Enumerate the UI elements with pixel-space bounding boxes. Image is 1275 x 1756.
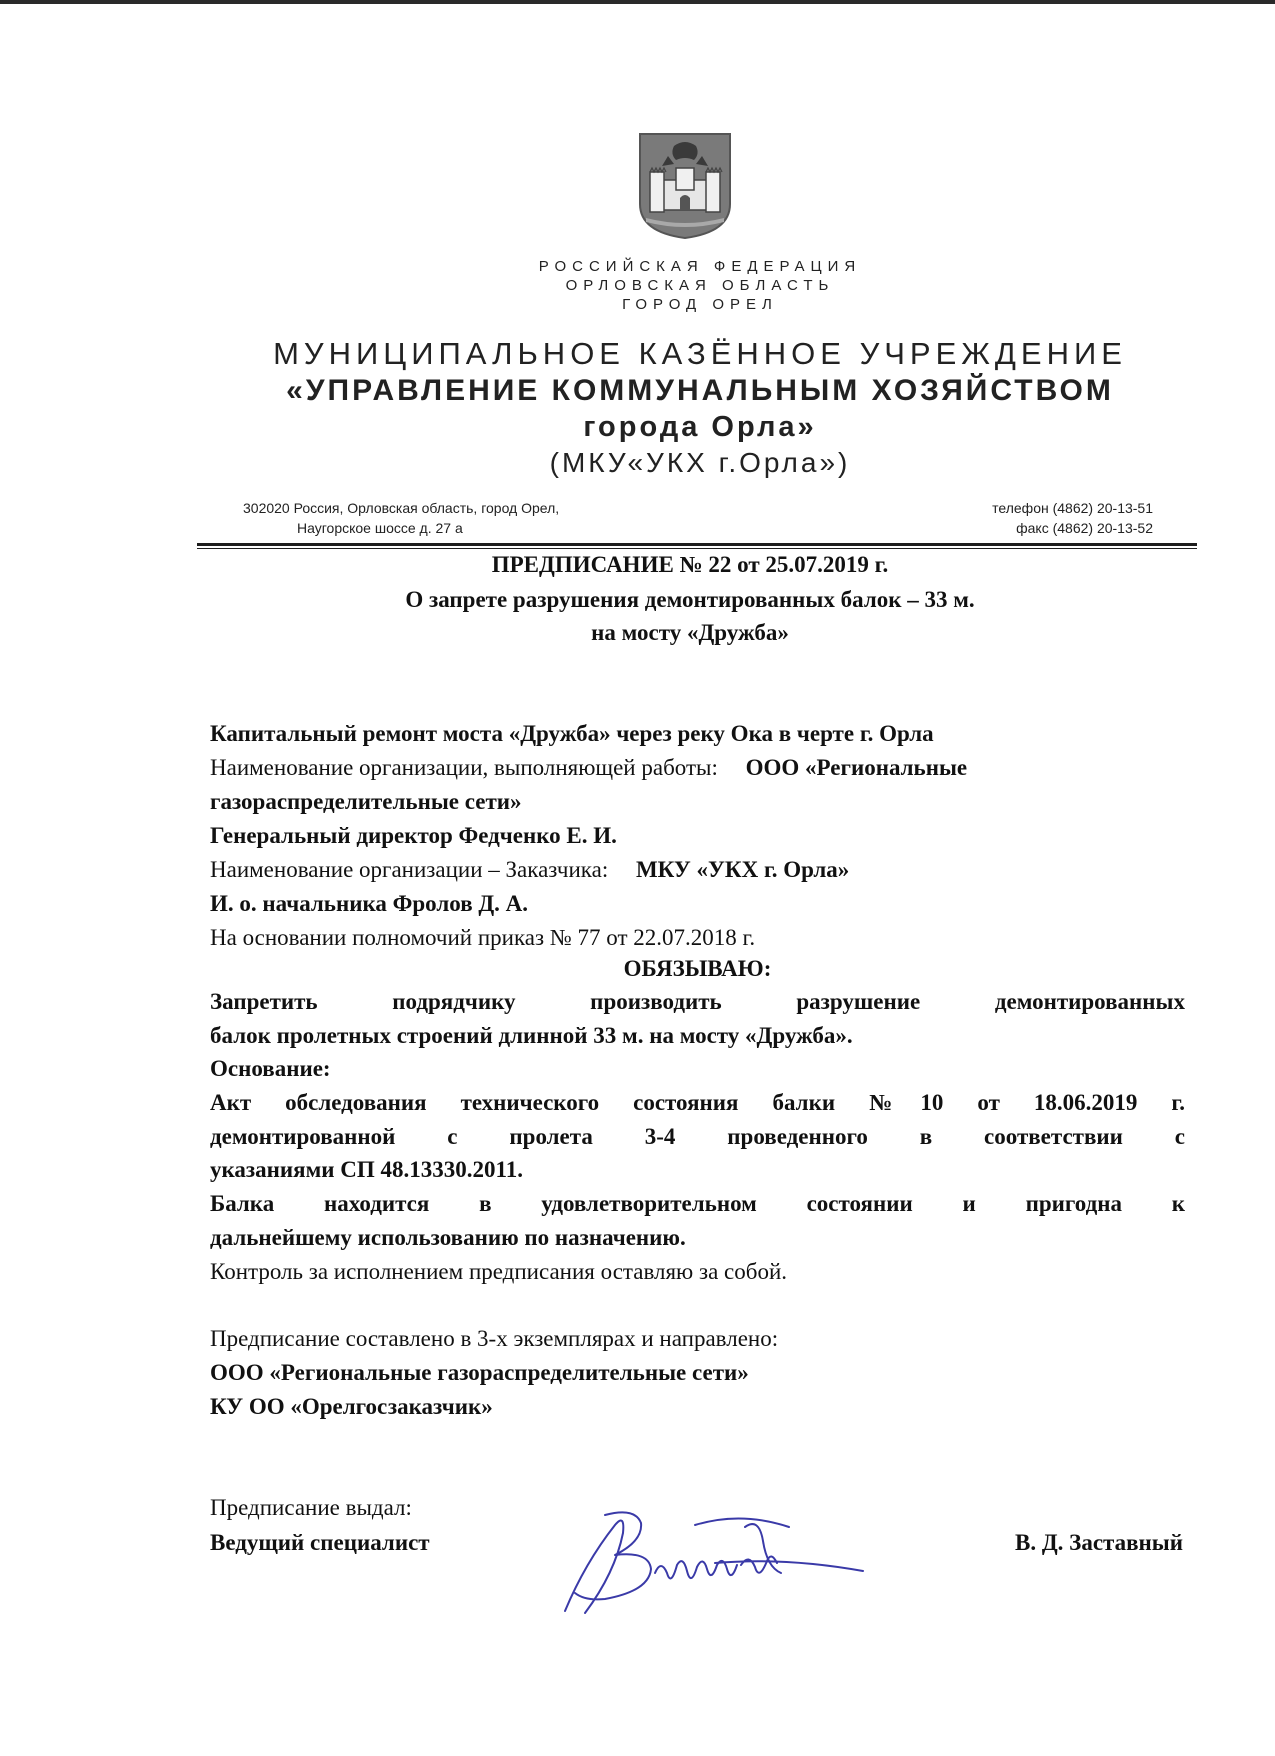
city-coat-of-arms-icon	[638, 132, 732, 240]
condition-line-2: дальнейшему использованию по назначению.	[210, 1225, 686, 1250]
contractor-line	[210, 755, 1185, 781]
control-statement: Контроль за исполнением предписания оставляю за собой.	[210, 1259, 787, 1284]
country-line: РОССИЙСКАЯ ФЕДЕРАЦИЯ	[538, 258, 862, 275]
address-line-1: 302020 Россия, Орловская область, город Орел,	[243, 500, 560, 516]
prohibition-line-2: балок пролетных строений длинной 33 м. на мосту «Дружба».	[210, 1023, 853, 1048]
customer-head: И. о. начальника Фролов Д. А.	[210, 891, 529, 916]
region-line: ОРЛОВСКАЯ ОБЛАСТЬ	[565, 277, 835, 294]
signer-position: Ведущий специалист	[210, 1530, 430, 1555]
project-name: Капитальный ремонт моста «Дружба» через реку Ока в черте г. Орла	[210, 721, 934, 746]
customer-line	[210, 857, 1185, 883]
document-title: ПРЕДПИСАНИЕ № 22 от 25.07.2019 г.	[491, 552, 889, 577]
basis-line-1: Акт обследования технического состояния балки №10 от 18.06.2019 г.	[210, 1090, 1185, 1115]
basis-line-3: указаниями СП 48.13330.2011.	[210, 1157, 523, 1182]
condition-line-1: Балка находится в удовлетворительном состоянии и пригодна к	[210, 1191, 1185, 1216]
recipient-2: КУ ОО «Орелгосзаказчик»	[210, 1394, 493, 1419]
city-line: ГОРОД ОРЕЛ	[622, 296, 778, 313]
scan-top-edge	[0, 0, 1275, 4]
copies-statement: Предписание составлено в 3-х экземплярах и направлено:	[210, 1326, 779, 1351]
basis-line-2: демонтированной с пролета 3-4 проведенного в соответствии с	[210, 1124, 1185, 1149]
org-name-line: «УПРАВЛЕНИЕ КОММУНАЛЬНЫМ ХОЗЯЙСТВОМ	[286, 374, 1114, 407]
prohibition-line-1: Запретить подрядчику производить разрушение демонтированных	[210, 989, 1185, 1014]
header-divider-thick	[197, 543, 1197, 546]
header-divider-thin	[197, 548, 1197, 549]
contractor-value: ООО «Региональные	[745, 755, 968, 780]
contractor-value-continued: газораспределительные сети»	[210, 789, 522, 814]
org-city-line: города Орла»	[583, 411, 817, 443]
contractor-director: Генеральный директор Федченко Е. И.	[210, 823, 617, 848]
issued-by-label: Предписание выдал:	[210, 1495, 412, 1520]
signer-name: В. Д. Заставный	[1015, 1530, 1183, 1555]
phone-number: телефон (4862) 20-13-51	[992, 500, 1153, 516]
org-short-name: (МКУ«УКХ г.Орла»)	[549, 447, 851, 478]
contractor-label: Наименование организации, выполняющей работы:	[210, 755, 718, 780]
document-subject-location: на мосту «Дружба»	[591, 620, 789, 645]
handwritten-signature	[545, 1503, 885, 1623]
recipient-1: ООО «Региональные газораспределительные сети»	[210, 1360, 749, 1385]
document-subject: О запрете разрушения демонтированных балок – 33 м.	[405, 587, 975, 612]
customer-value: МКУ «УКХ г. Орла»	[635, 857, 850, 882]
authority-basis: На основании полномочий приказ № 77 от 22.07.2018 г.	[210, 925, 756, 950]
basis-label: Основание:	[210, 1056, 331, 1081]
org-type-line: МУНИЦИПАЛЬНОЕ КАЗЁННОЕ УЧРЕЖДЕНИЕ	[273, 336, 1127, 371]
fax-number: факс (4862) 20-13-52	[1016, 520, 1153, 536]
oblige-heading: ОБЯЗЫВАЮ:	[623, 956, 772, 981]
customer-label: Наименование организации – Заказчика:	[210, 857, 609, 882]
address-line-2: Наугорское шоссе д. 27 а	[297, 520, 463, 536]
